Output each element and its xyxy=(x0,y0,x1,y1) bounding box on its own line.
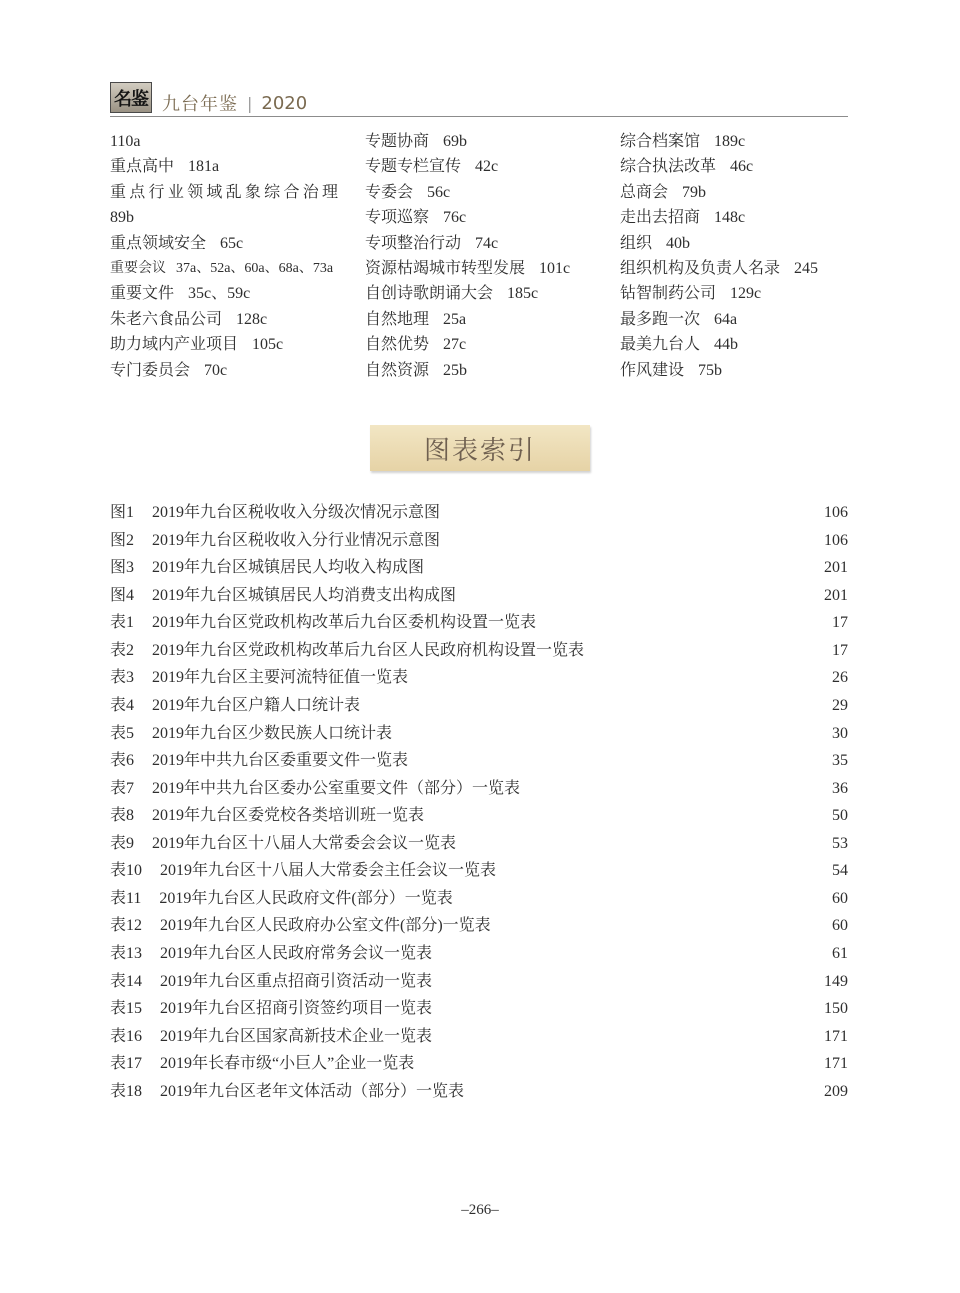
index-entry xyxy=(365,358,615,383)
index-page-ref: 129c xyxy=(730,285,762,303)
index-term: 最美九台人 xyxy=(620,336,701,354)
table-index-page: 17 xyxy=(832,614,848,632)
index-entry xyxy=(110,332,355,357)
table-index-row xyxy=(110,775,848,803)
table-index-page: 209 xyxy=(824,1082,848,1100)
index-entry xyxy=(110,307,355,332)
index-term: 专委会 xyxy=(365,183,414,201)
table-index-label: 表5 xyxy=(110,724,135,742)
index-entry xyxy=(620,154,848,179)
index-term: 作风建设 xyxy=(620,361,685,379)
index-entry xyxy=(110,281,355,306)
index-page-ref: 189c xyxy=(714,133,746,150)
table-index-row xyxy=(110,1078,848,1106)
section-banner xyxy=(370,425,590,471)
index-term: 走出去招商 xyxy=(620,209,701,227)
index-page-ref: 35c、59c xyxy=(188,285,251,303)
index-entry xyxy=(110,358,355,383)
figure-index-page: 201 xyxy=(824,559,848,577)
table-index-row xyxy=(110,692,848,720)
index-entry xyxy=(620,256,848,281)
index-entry xyxy=(365,180,615,205)
index-term: 自然优势 xyxy=(365,336,430,354)
table-index-page: 61 xyxy=(832,945,848,962)
index-entry xyxy=(365,256,615,281)
table-index-page: 60 xyxy=(832,889,848,907)
index-entry xyxy=(365,332,615,357)
index-term: 重点行业领域乱象综合治理 xyxy=(110,183,338,201)
page-footer xyxy=(0,1199,960,1221)
table-index-title: 2019年九台区户籍人口统计表 xyxy=(152,696,361,714)
table-index-row xyxy=(110,885,848,913)
index-entry xyxy=(365,307,615,332)
index-page-ref: 40b xyxy=(666,234,691,252)
table-index-row xyxy=(110,637,848,665)
table-index-title: 2019年九台区国家高新技术企业一览表 xyxy=(160,1027,433,1045)
figure-index-label: 图1 xyxy=(110,504,135,521)
figure-index-row xyxy=(110,554,848,582)
figure-index-title: 2019年九台区税收收入分行业情况示意图 xyxy=(152,531,441,549)
table-index-title: 2019年九台区招商引资签约项目一览表 xyxy=(160,1000,433,1018)
table-index-title: 2019年九台区人民政府文件(部分）一览表 xyxy=(159,889,453,907)
index-entry xyxy=(365,129,615,154)
index-term: 组织机构及负责人名录 xyxy=(620,260,781,278)
book-year: 2020 xyxy=(261,92,308,114)
index-term: 专项巡察 xyxy=(365,209,430,227)
table-index-label: 表4 xyxy=(110,696,135,714)
index-page-ref: 56c xyxy=(427,183,451,201)
table-index-title: 2019年九台区委党校各类培训班一览表 xyxy=(152,807,425,825)
table-index-page: 50 xyxy=(832,807,848,825)
table-index-label: 表1 xyxy=(110,614,135,632)
index-page-ref: 64a xyxy=(714,310,738,328)
index-entry xyxy=(365,205,615,230)
index-term: 自然资源 xyxy=(365,361,430,379)
index-page-ref: 245 xyxy=(794,260,819,278)
index-term: 专题协商 xyxy=(365,133,430,150)
index-entry xyxy=(110,154,355,179)
table-index-page: 17 xyxy=(832,641,848,659)
index-term: 专门委员会 xyxy=(110,361,191,379)
index-page-ref: 185c xyxy=(507,285,539,303)
table-index-title: 2019年中共九台区委重要文件一览表 xyxy=(152,752,409,770)
table-index-row xyxy=(110,995,848,1023)
index-term: 朱老六食品公司 xyxy=(110,310,223,328)
figure-index-row xyxy=(110,582,848,610)
index-entry xyxy=(620,358,848,383)
index-term: 重要文件 xyxy=(110,285,175,303)
index-column-2 xyxy=(365,129,615,383)
index-page-ref: 25b xyxy=(443,361,468,379)
index-page-ref: 76c xyxy=(443,209,467,227)
table-index-page: 60 xyxy=(832,917,848,935)
index-term: 综合执法改革 xyxy=(620,158,717,176)
table-index-title: 2019年长春市级“小巨人”企业一览表 xyxy=(160,1055,415,1073)
table-index-label: 表6 xyxy=(110,752,135,770)
figure-index-page: 201 xyxy=(824,586,848,604)
index-page-ref: 25a xyxy=(443,310,467,328)
table-index-title: 2019年九台区少数民族人口统计表 xyxy=(152,724,393,742)
table-index-page: 54 xyxy=(832,862,848,880)
table-index-title: 2019年九台区十八届人大常委会会议一览表 xyxy=(152,834,457,852)
index-term: 重点领域安全 xyxy=(110,234,207,252)
table-index-title: 2019年九台区党政机构改革后九台区委机构设置一览表 xyxy=(152,614,537,632)
index-page-ref: 128c xyxy=(236,310,268,328)
index-page-ref: 75b xyxy=(698,361,723,379)
index-term: 自然地理 xyxy=(365,310,430,328)
table-index-title: 2019年九台区重点招商引资活动一览表 xyxy=(160,972,433,990)
table-index-title: 2019年九台区人民政府常务会议一览表 xyxy=(160,945,433,962)
index-entry xyxy=(620,231,848,256)
table-index-title: 2019年九台区人民政府办公室文件(部分)一览表 xyxy=(160,917,491,935)
index-page-ref: 69b xyxy=(443,133,468,150)
index-entry xyxy=(365,231,615,256)
book-title: 九台年鉴 xyxy=(162,94,238,115)
table-index-page: 30 xyxy=(832,724,848,742)
table-index-title: 2019年九台区党政机构改革后九台区人民政府机构设置一览表 xyxy=(152,641,585,659)
table-index-row xyxy=(110,720,848,748)
index-entry xyxy=(620,332,848,357)
page-number: –266– xyxy=(461,1202,499,1218)
index-page-ref: 148c xyxy=(714,209,746,227)
index-page-ref: 46c xyxy=(730,158,754,176)
table-index-row xyxy=(110,609,848,637)
index-entry xyxy=(110,129,355,154)
table-index-page: 36 xyxy=(832,779,848,797)
table-index-label: 表14 xyxy=(110,972,143,990)
figure-index-title: 2019年九台区城镇居民人均消费支出构成图 xyxy=(152,586,457,604)
index-page-ref: 65c xyxy=(220,234,244,252)
index-page-ref: 70c xyxy=(204,361,228,379)
table-index-row xyxy=(110,1023,848,1051)
table-index-title: 2019年九台区主要河流特征值一览表 xyxy=(152,669,409,687)
figure-index-page: 106 xyxy=(824,504,848,521)
index-entry xyxy=(620,180,848,205)
index-term: 资源枯竭城市转型发展 xyxy=(365,260,526,278)
table-index-label: 表8 xyxy=(110,807,135,825)
table-index-label: 表15 xyxy=(110,1000,143,1018)
table-index-label: 表3 xyxy=(110,669,135,687)
table-index-label: 表7 xyxy=(110,779,135,797)
table-index-row xyxy=(110,912,848,940)
index-page-ref: 27c xyxy=(443,336,467,354)
index-term: 重要会议 xyxy=(110,261,166,277)
table-index-title: 2019年中共九台区委办公室重要文件（部分）一览表 xyxy=(152,779,521,797)
index-page-ref: 79b xyxy=(682,183,707,201)
table-index-row xyxy=(110,664,848,692)
table-index-page: 35 xyxy=(832,752,848,770)
index-term: 综合档案馆 xyxy=(620,133,701,150)
index-term: 专项整治行动 xyxy=(365,234,462,252)
figure-index-label: 图3 xyxy=(110,559,135,577)
index-page-ref: 42c xyxy=(475,158,499,176)
table-index-row xyxy=(110,802,848,830)
table-index-label: 表13 xyxy=(110,945,143,962)
index-entry xyxy=(620,129,848,154)
index-entry xyxy=(110,180,355,231)
index-term: 专题专栏宣传 xyxy=(365,158,462,176)
header-title-group xyxy=(162,92,307,114)
table-index-row xyxy=(110,940,848,968)
table-index-row xyxy=(110,857,848,885)
figure-index-title: 2019年九台区税收收入分级次情况示意图 xyxy=(152,504,441,521)
index-page-ref: 37a、52a、60a、68a、73a xyxy=(176,261,334,277)
index-entry xyxy=(620,281,848,306)
table-index-row xyxy=(110,747,848,775)
table-index-label: 表9 xyxy=(110,834,135,852)
figure-index-label: 图2 xyxy=(110,531,135,549)
index-column-1 xyxy=(110,129,355,383)
table-index-page: 53 xyxy=(832,834,848,852)
figure-index-title: 2019年九台区城镇居民人均收入构成图 xyxy=(152,559,425,577)
index-entry xyxy=(110,231,355,256)
figure-table-index xyxy=(110,499,848,1105)
index-page-ref: 89b xyxy=(110,209,134,227)
logo-lettering: 名鉴 xyxy=(114,88,148,110)
index-term: 重点高中 xyxy=(110,158,175,176)
figure-index-row xyxy=(110,527,848,555)
table-index-label: 表17 xyxy=(110,1055,143,1073)
index-term: 钻智制药公司 xyxy=(620,285,717,303)
index-entry xyxy=(365,154,615,179)
yearbook-logo xyxy=(110,82,152,113)
table-index-label: 表11 xyxy=(110,889,142,907)
table-index-label: 表10 xyxy=(110,862,143,880)
index-page-ref: 105c xyxy=(252,336,284,354)
index-term: 组织 xyxy=(620,234,653,252)
table-index-row xyxy=(110,1050,848,1078)
table-index-label: 表12 xyxy=(110,917,143,935)
header-separator: | xyxy=(247,93,253,113)
table-index-row xyxy=(110,968,848,996)
index-entry xyxy=(110,256,355,281)
index-page-ref: 44b xyxy=(714,336,739,354)
header-rule xyxy=(110,116,848,117)
figure-index-page: 106 xyxy=(824,531,848,549)
index-term: 助力域内产业项目 xyxy=(110,336,239,354)
index-entry xyxy=(620,307,848,332)
index-page-ref: 74c xyxy=(475,234,499,252)
table-index-title: 2019年九台区老年文体活动（部分）一览表 xyxy=(160,1082,465,1100)
index-term: 总商会 xyxy=(620,183,669,201)
index-entry xyxy=(365,281,615,306)
index-page-ref: 101c xyxy=(539,260,571,278)
table-index-page: 149 xyxy=(824,972,848,990)
table-index-page: 29 xyxy=(832,696,848,714)
index-page-ref: 110a xyxy=(110,133,141,150)
index-column-3 xyxy=(620,129,848,383)
index-page-ref: 181a xyxy=(188,158,220,176)
table-index-label: 表18 xyxy=(110,1082,143,1100)
table-index-page: 171 xyxy=(824,1055,848,1073)
table-index-page: 26 xyxy=(832,669,848,687)
section-title: 图表索引 xyxy=(423,435,536,466)
figure-index-row xyxy=(110,499,848,527)
table-index-page: 171 xyxy=(824,1027,848,1045)
index-term: 自创诗歌朗诵大会 xyxy=(365,285,494,303)
index-term: 最多跑一次 xyxy=(620,310,701,328)
table-index-page: 150 xyxy=(824,1000,848,1018)
table-index-label: 表2 xyxy=(110,641,135,659)
figure-index-label: 图4 xyxy=(110,586,135,604)
table-index-label: 表16 xyxy=(110,1027,143,1045)
running-header xyxy=(110,82,848,116)
table-index-row xyxy=(110,830,848,858)
index-entry xyxy=(620,205,848,230)
table-index-title: 2019年九台区十八届人大常委会主任会议一览表 xyxy=(160,862,497,880)
